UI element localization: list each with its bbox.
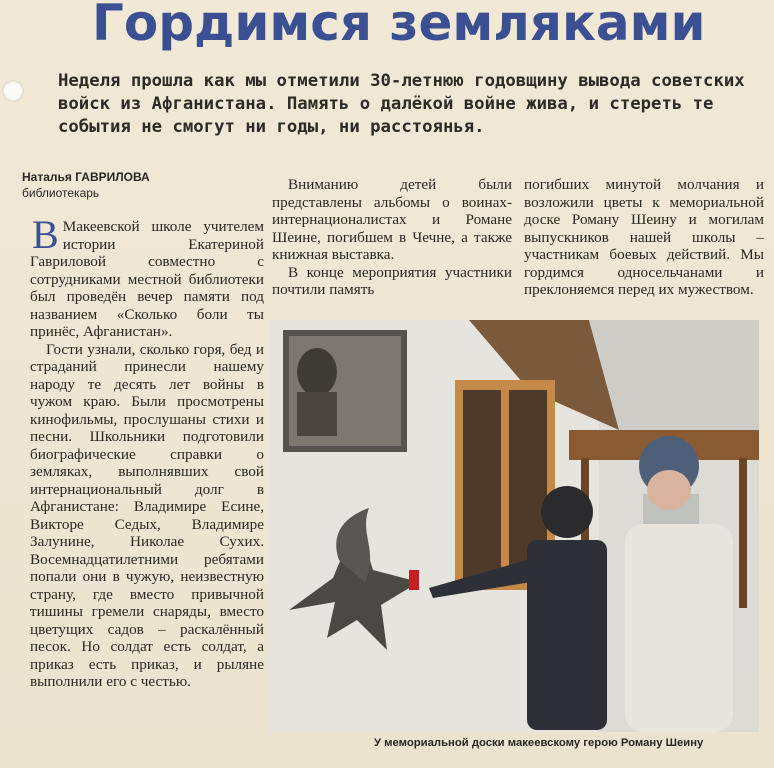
memorial-photo-illustration bbox=[269, 320, 759, 732]
article-column-3 bbox=[524, 176, 764, 299]
lead-paragraph: Неделя прошла как мы отметили 30-летнюю годовщину вывода советских войск из Афганистана. Память о далёкой войне жива, и стереть те события не смогут ни годы, ни расстоянья. bbox=[58, 71, 745, 137]
drop-cap: В bbox=[32, 212, 59, 257]
headline: Гордимся земляками bbox=[92, 0, 706, 52]
article-column-2 bbox=[272, 176, 512, 299]
paragraph: Вниманию детей были представлены альбомы о воинах-интернационалистах и Романе Шеине, погибшем в Чечне, а также книжная выставка. bbox=[272, 176, 512, 263]
paragraph-text: Макеевской школе учителем истории Екатериной Гавриловой совместно с сотрудниками местной библиотеки был проведён вечер памяти под названием «Сколько боли ты принёс, Афганистан». bbox=[30, 218, 264, 340]
punch-hole bbox=[2, 80, 24, 102]
author-name: Наталья ГАВРИЛОВА bbox=[22, 170, 150, 184]
memorial-photo bbox=[269, 320, 759, 732]
paragraph bbox=[30, 212, 264, 341]
paragraph: погибших минутой молчания и возложили цветы к мемориальной доске Роману Шеину и могилам выпускников нашей школы – участникам боевых действий. Мы гордимся односельчанами и преклоняемся перед их мужеством. bbox=[524, 176, 764, 298]
paragraph: В конце мероприятия участники почтили память bbox=[272, 263, 512, 298]
article-column-1 bbox=[30, 212, 264, 691]
photo-caption: У мемориальной доски макеевскому герою Роману Шеину bbox=[374, 737, 704, 749]
author-role: библиотекарь bbox=[22, 186, 100, 200]
paragraph: Гости узнали, сколько горя, бед и страданий принесли нашему народу те десять лет войны в чужом краю. Были просмотрены кинофильмы, прослушаны стихи и песни. Школьники подготовили биографические справки о земляках, выполнявших свой интернациональный долг в Афганистане: Владимире Есине, Викторе Седых, Владимире Залунине, Николае Сухих. Восемнадцатилетними ребятами попали они в чужую, неизвестную страну, где вместо привычной тишины гремели снаряды, вместо цветущих садов – раскалённый песок. Но солдат есть солдат, а приказ есть приказ, и рыляне выполнили его с честью. bbox=[30, 340, 264, 690]
